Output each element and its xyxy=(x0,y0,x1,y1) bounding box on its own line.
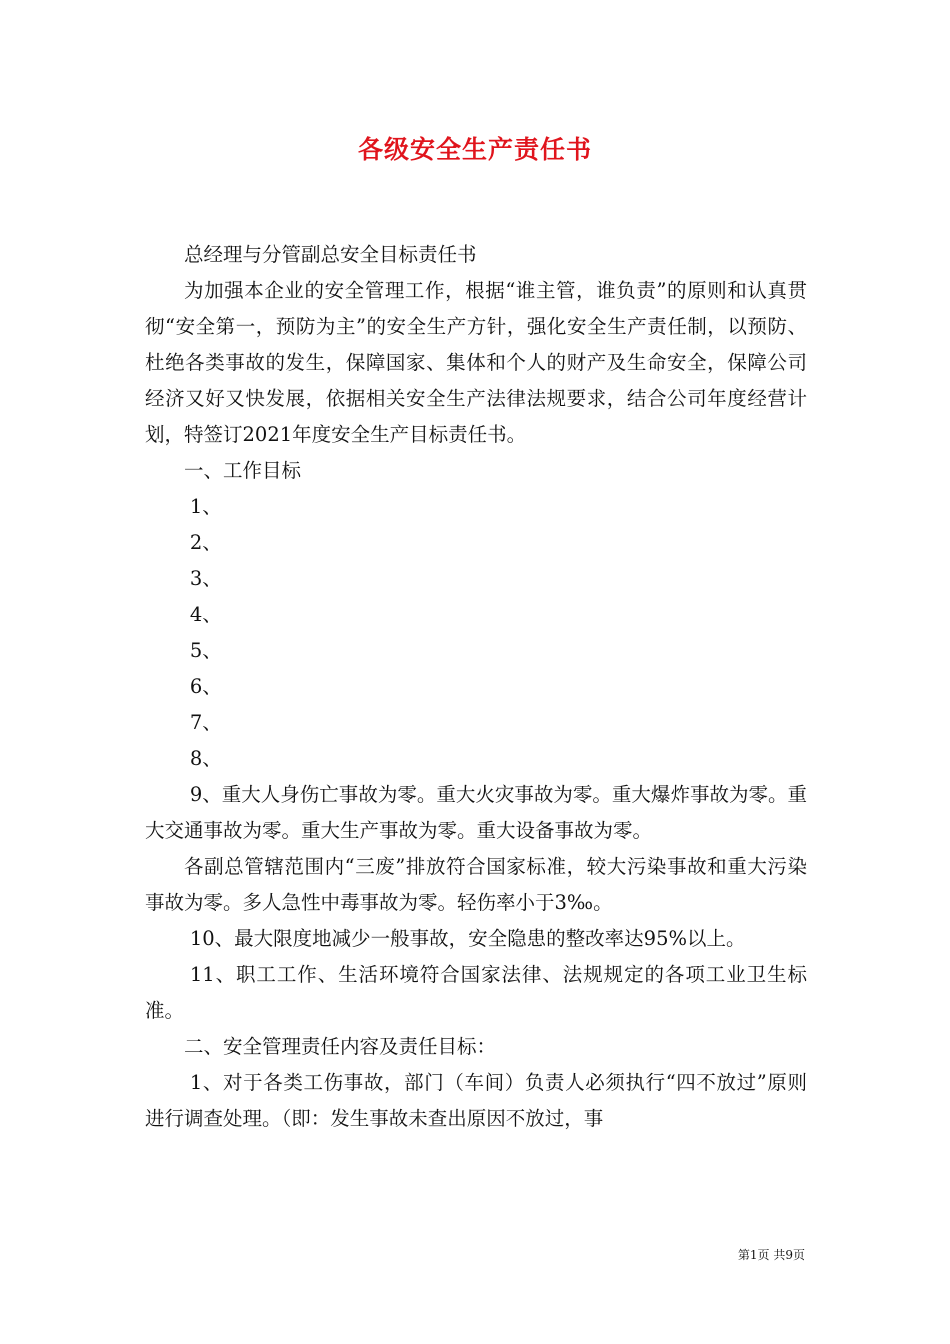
goal-item: 3、 xyxy=(189,567,222,590)
goal-item: 10、最大限度地减少一般事故，安全隐患的整改率达95%以上。 xyxy=(189,927,746,950)
intro-paragraph: 为加强本企业的安全管理工作，根据“谁主管，谁负责”的原则和认真贯彻“安全第一，预防为主”的安全生产方针，强化安全生产责任制，以预防、杜绝各类事故的发生，保障国家、集体和个人的财产及生命安全，保障公司经济又好又快发展，依据相关安全生产法律法规要求，结合公司年度经营计划，特签订2021年度安全生产目标责任书。 xyxy=(145,279,807,446)
goal-item: 2、 xyxy=(189,531,222,554)
goal-item: 4、 xyxy=(189,603,222,626)
responsibility-item: 1、对于各类工伤事故，部门（车间）负责人必须执行“四不放过”原则进行调查处理。（即：发生事故未查出原因不放过，事 xyxy=(145,1071,807,1130)
section-heading-responsibilities: 二、安全管理责任内容及责任目标： xyxy=(184,1035,497,1058)
goal-item: 7、 xyxy=(189,711,222,734)
goal-item: 8、 xyxy=(189,747,222,770)
goal-item: 6、 xyxy=(189,675,222,698)
subtitle-paragraph: 总经理与分管副总安全目标责任书 xyxy=(184,243,477,266)
pollution-paragraph: 各副总管辖范围内“三废”排放符合国家标准，较大污染事故和重大污染事故为零。多人急性中毒事故为零。轻伤率小于3‰。 xyxy=(145,855,807,914)
goal-item: 5、 xyxy=(189,639,222,662)
goal-item: 1、 xyxy=(189,495,222,518)
document-title: 各级安全生产责任书 xyxy=(357,135,592,164)
goal-item: 9、重大人身伤亡事故为零。重大火灾事故为零。重大爆炸事故为零。重大交通事故为零。重大生产事故为零。重大设备事故为零。 xyxy=(145,783,807,842)
page-number: 第1页 共9页 xyxy=(737,1248,805,1262)
document-body xyxy=(145,237,807,1137)
section-heading-goals: 一、工作目标 xyxy=(184,459,302,482)
goal-item: 11、职工工作、生活环境符合国家法律、法规规定的各项工业卫生标准。 xyxy=(145,963,807,1022)
